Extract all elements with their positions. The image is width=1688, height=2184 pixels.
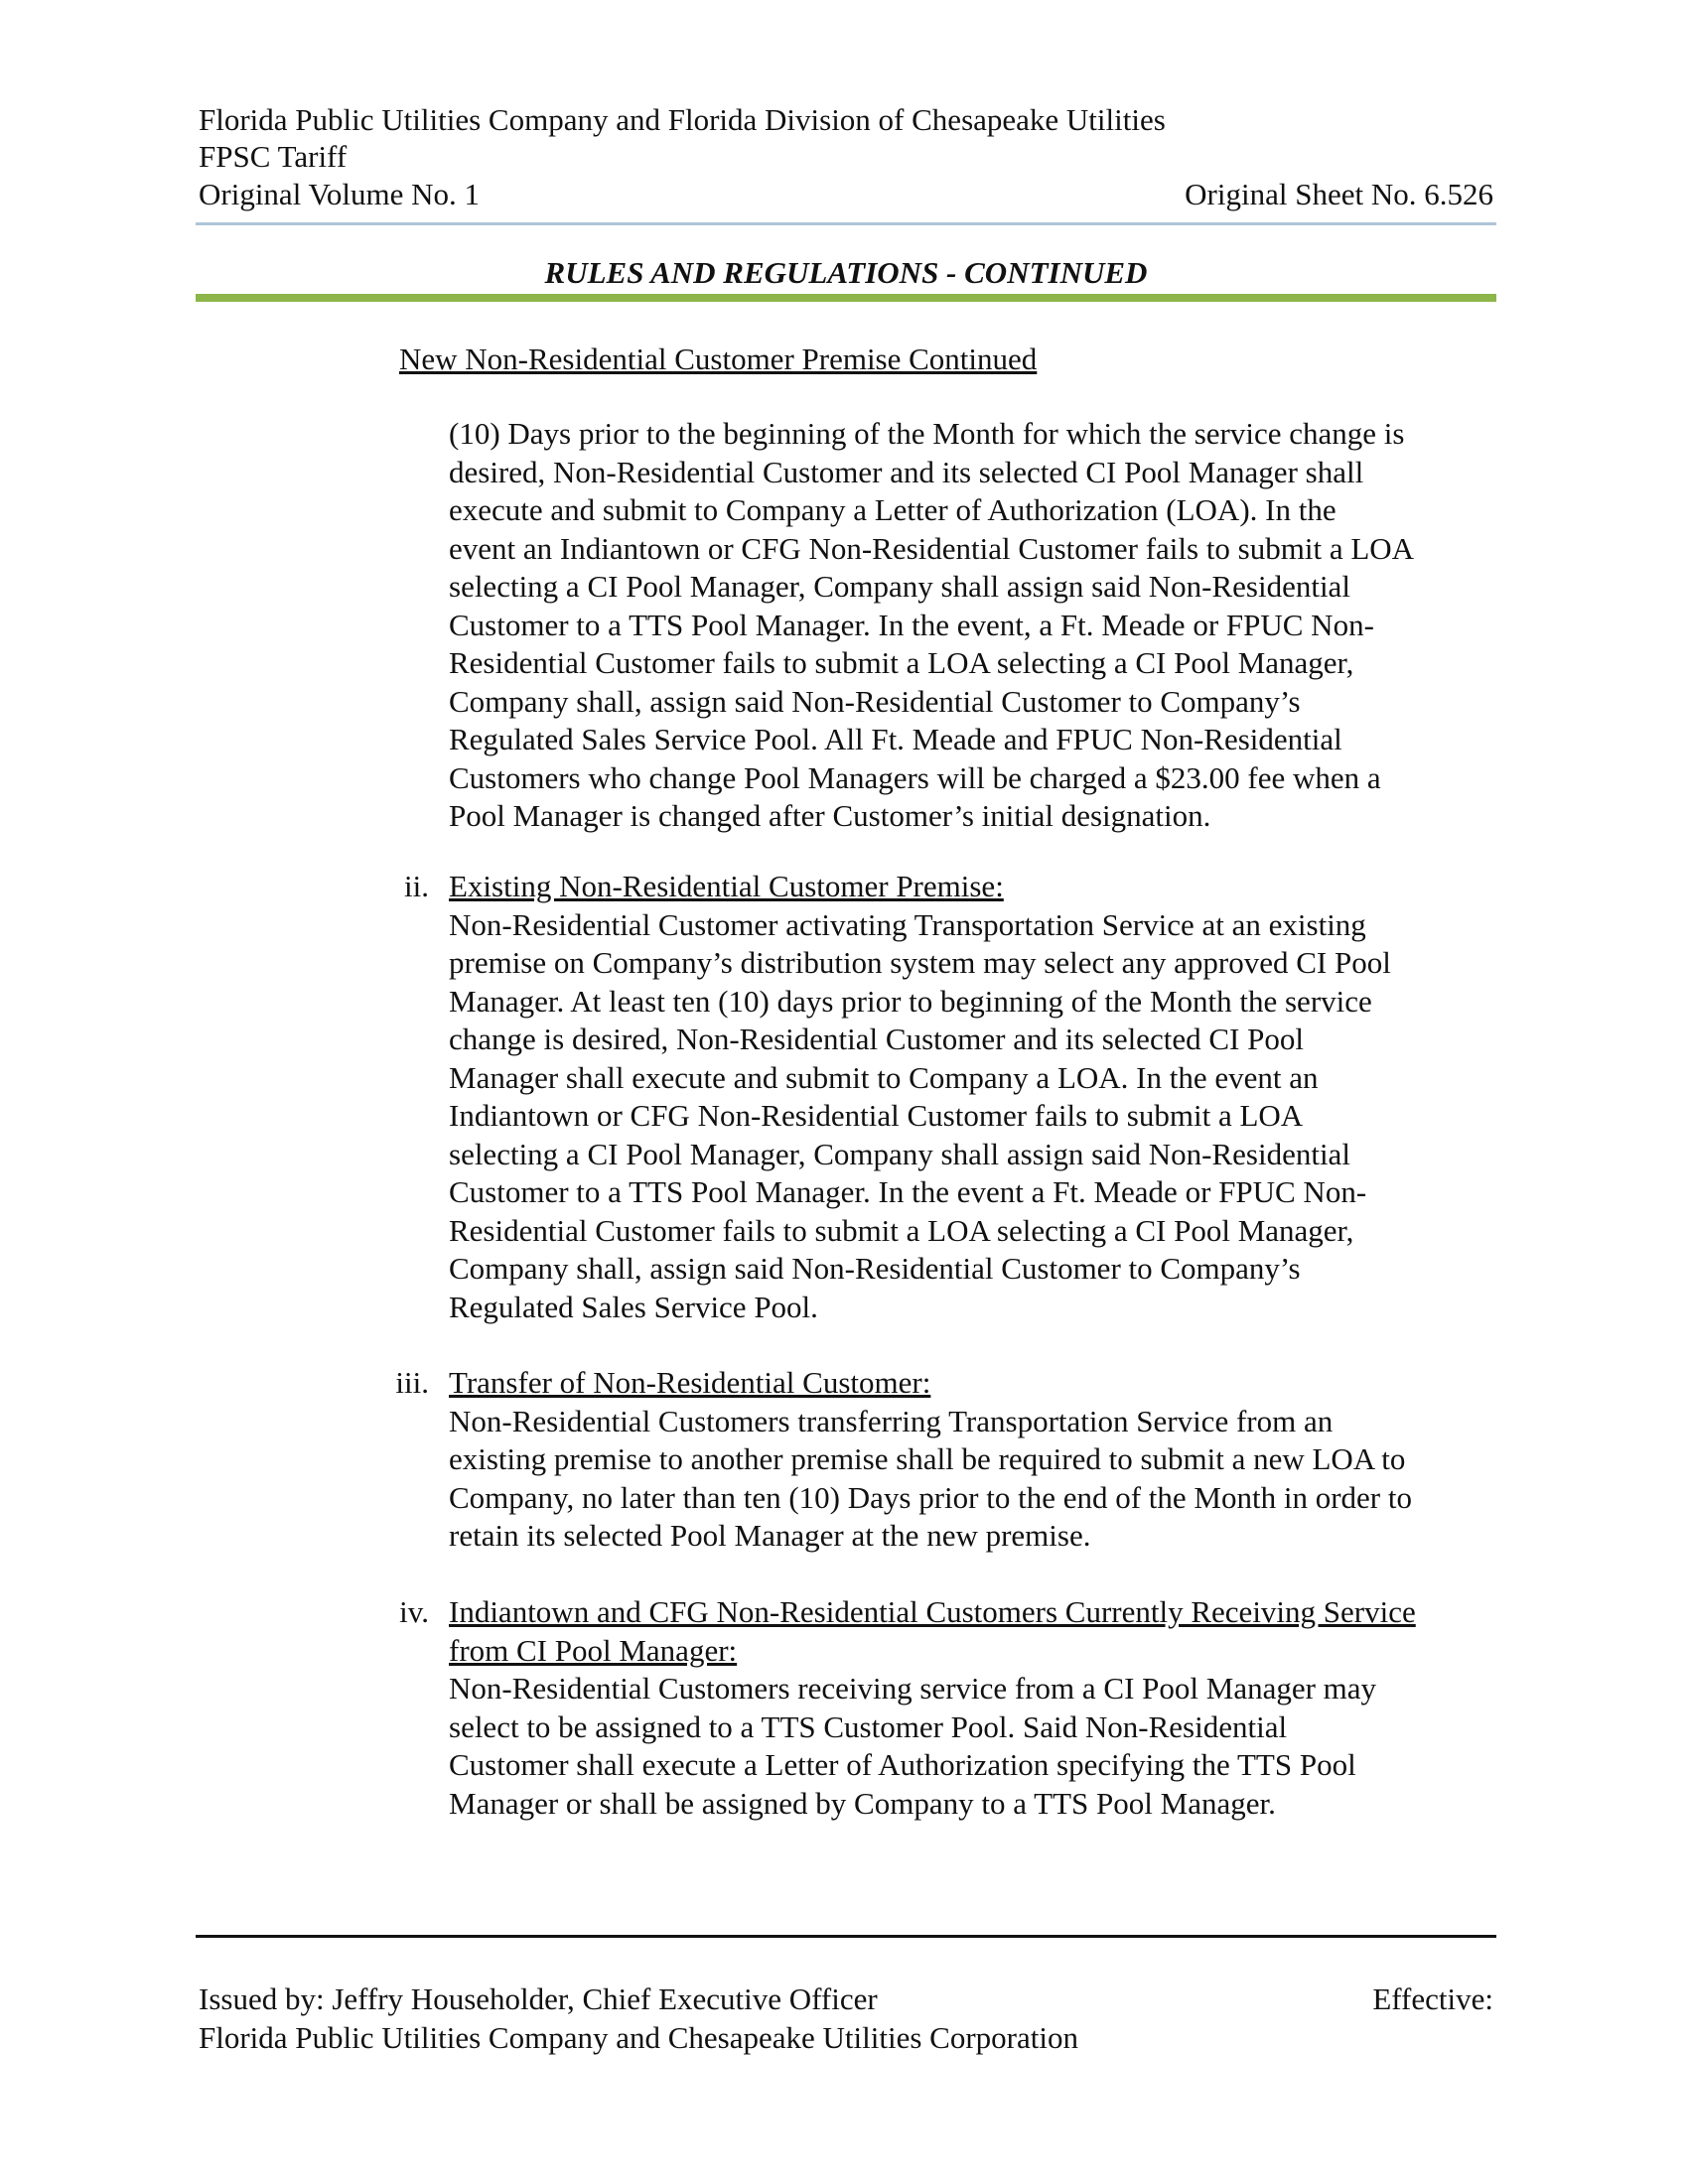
text-line: Company, no later than ten (10) Days prior to the end of the Month in order to (449, 1479, 1412, 1515)
item-numeral: iv. (399, 1594, 429, 1629)
text-line: Company shall, assign said Non-Residential Customer to Company’s (449, 1251, 1301, 1286)
text-line: select to be assigned to a TTS Customer Pool. Said Non-Residential (449, 1708, 1288, 1744)
text-line: Customer to a TTS Pool Manager. In the event a Ft. Meade or FPUC Non- (449, 1174, 1367, 1209)
text-line: Regulated Sales Service Pool. (449, 1289, 818, 1324)
item-transfer (449, 1364, 1501, 1556)
text-line: selecting a CI Pool Manager, Company shall assign said Non-Residential (449, 1136, 1350, 1171)
text-line: desired, Non-Residential Customer and its selected CI Pool Manager shall (449, 454, 1364, 489)
item-existing-premise (449, 868, 1501, 1326)
text-line: Manager shall execute and submit to Company a LOA. In the event an (449, 1059, 1319, 1095)
header-divider (196, 222, 1496, 225)
footer-effective: Effective: (1372, 1981, 1493, 2016)
footer-issued-by: Issued by: Jeffry Householder, Chief Executive Officer (199, 1981, 878, 2016)
item-heading: Transfer of Non-Residential Customer: (449, 1365, 931, 1400)
text-line: Non-Residential Customers receiving service from a CI Pool Manager may (449, 1671, 1377, 1706)
subheading: New Non-Residential Customer Premise Continued (399, 341, 1038, 376)
text-line: Customers who change Pool Managers will be charged a $23.00 fee when a (449, 759, 1381, 795)
item-currently-receiving (449, 1593, 1501, 1823)
intro-paragraph (449, 415, 1501, 836)
text-line: Manager or shall be assigned by Company to a TTS Pool Manager. (449, 1785, 1276, 1821)
item-numeral: iii. (395, 1365, 429, 1400)
title-divider (196, 294, 1496, 302)
footer-issued-row (199, 1980, 1493, 2017)
text-line: event an Indiantown or CFG Non-Residential Customer fails to submit a LOA (449, 530, 1415, 566)
text-line: (10) Days prior to the beginning of the Month for which the service change is (449, 416, 1405, 451)
text-line: Non-Residential Customer activating Transportation Service at an existing (449, 906, 1366, 942)
text-line: Company shall, assign said Non-Residential Customer to Company’s (449, 683, 1301, 719)
item-heading: Indiantown and CFG Non-Residential Customers Currently Receiving Service (449, 1594, 1416, 1629)
text-line: execute and submit to Company a Letter of Authorization (LOA). In the (449, 492, 1336, 527)
header-volume-row (199, 176, 1493, 212)
header-tariff-line: FPSC Tariff (199, 139, 348, 174)
text-line: selecting a CI Pool Manager, Company shall assign said Non-Residential (449, 569, 1350, 604)
section-title: RULES AND REGULATIONS - CONTINUED (544, 255, 1148, 290)
text-line: Indiantown or CFG Non-Residential Customer fails to submit a LOA (449, 1098, 1304, 1133)
text-line: retain its selected Pool Manager at the new premise. (449, 1518, 1091, 1553)
text-line: Pool Manager is changed after Customer’s initial designation. (449, 798, 1211, 833)
item-heading: from CI Pool Manager: (449, 1632, 738, 1668)
text-line: change is desired, Non-Residential Customer and its selected CI Pool (449, 1022, 1304, 1056)
header-volume: Original Volume No. 1 (199, 177, 481, 211)
header-sheet-number: Original Sheet No. 6.526 (1185, 177, 1493, 211)
item-heading: Existing Non-Residential Customer Premise: (449, 869, 1004, 903)
text-line: Residential Customer fails to submit a LOA selecting a CI Pool Manager, (449, 645, 1354, 680)
text-line: Residential Customer fails to submit a LOA selecting a CI Pool Manager, (449, 1212, 1354, 1248)
text-line: Manager. At least ten (10) days prior to beginning of the Month the service (449, 983, 1372, 1019)
header-company-line: Florida Public Utilities Company and Florida Division of Chesapeake Utilities (199, 102, 1166, 137)
text-line: existing premise to another premise shall be required to submit a new LOA to (449, 1441, 1406, 1476)
footer-company: Florida Public Utilities Company and Chesapeake Utilities Corporation (199, 2020, 1078, 2055)
text-line: Non-Residential Customers transferring Transportation Service from an (449, 1403, 1334, 1438)
text-line: Customer to a TTS Pool Manager. In the event, a Ft. Meade or FPUC Non- (449, 607, 1374, 642)
footer-divider (196, 1935, 1496, 1938)
text-line: Customer shall execute a Letter of Authorization specifying the TTS Pool (449, 1747, 1356, 1782)
text-line: premise on Company’s distribution system may select any approved CI Pool (449, 945, 1391, 980)
item-numeral: ii. (404, 869, 429, 903)
text-line: Regulated Sales Service Pool. All Ft. Meade and FPUC Non-Residential (449, 722, 1342, 756)
